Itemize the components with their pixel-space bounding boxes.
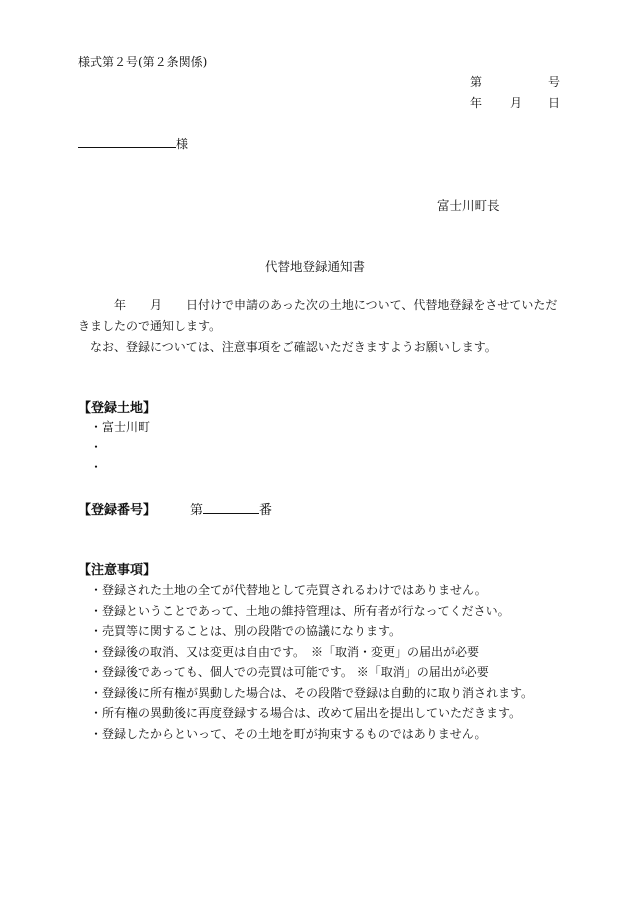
document-number-suffix: 号 [548,75,561,89]
list-item: ・ [90,460,103,474]
list-item: ・登録された土地の全てが代替地として売買されるわけではありません。 [90,583,487,597]
notes-list [90,580,533,744]
list-item: ・所有権の異動後に再度登録する場合は、改めて届出を提出していただきます。 [90,706,522,720]
addressee-blank [78,135,176,148]
body-month-label: 月 [150,298,163,312]
registration-number-prefix: 第 [190,503,204,518]
list-item: ・登録したからといって、その土地を町が拘束するものではありません。 [90,726,487,741]
list-item: ・富士川町 [90,420,151,434]
issuer: 富士川町長 [437,198,500,213]
form-label: 様式第２号(第２条関係) [78,55,208,69]
list-item: ・登録後に所有権が異動した場合は、その段階で登録は自動的に取り消されます。 [90,685,534,700]
list-item: ・登録後の取消、又は変更は自由です。 ※「取消・変更」の届出が必要 [90,644,480,659]
date-year-label: 年 [470,96,483,110]
date-month-label: 月 [510,96,523,110]
addressee-suffix: 様 [176,137,189,151]
document-number-prefix: 第 [470,75,483,89]
notes-heading: 【注意事項】 [78,563,157,578]
body-year-label: 年 [114,298,127,312]
list-item: ・ [90,440,103,454]
list-item: ・登録ということであって、土地の維持管理は、所有者が行なってください。 [90,603,510,618]
list-item: ・売買等に関することは、別の段階での協議になります。 [90,624,402,638]
registered-land-list [90,417,150,477]
registration-number-blank [203,500,259,514]
list-item: ・登録後であっても、個人での売買は可能です。 ※「取消」の届出が必要 [90,665,489,679]
registration-number [78,499,272,518]
body-paragraph-2: なお、登録については、注意事項をご確認いただきますようお願いします。 [90,340,497,354]
body-paragraph-1-text: 日付けで申請のあった次の土地について、代替地登録をさせていただきましたので通知します。 [78,298,558,333]
registration-number-heading: 【登録番号】 [78,503,157,518]
registered-land-heading: 【登録土地】 [78,401,157,416]
date-day-label: 日 [548,96,561,110]
body-paragraph-1 [78,295,560,337]
notice-body [78,295,560,358]
page-title: 代替地登録通知書 [264,259,365,274]
addressee [78,135,188,152]
registration-number-suffix: 番 [259,503,273,518]
